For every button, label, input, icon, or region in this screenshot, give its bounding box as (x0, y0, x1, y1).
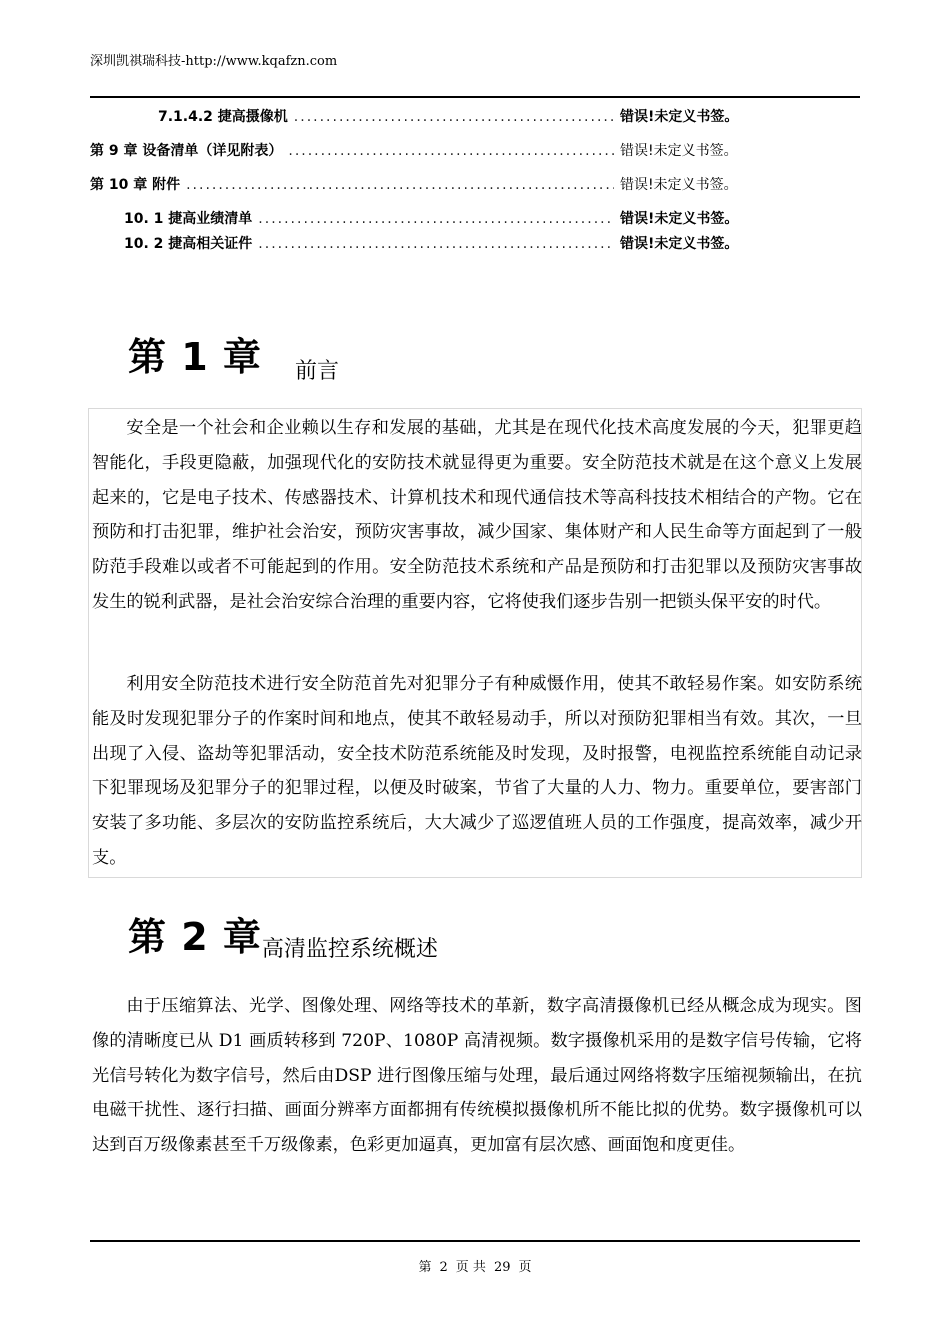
chapter-title: 前言 (295, 359, 340, 384)
chapter-1-heading (128, 326, 340, 384)
toc-page: 错误!未定义书签。 (620, 211, 739, 227)
chapter-1-paragraph-2: 利用安全防范技术进行安全防范首先对犯罪分子有种威慑作用，使其不敢轻易作案。如安防系统能及时发现犯罪分子的作案时间和地点，使其不敢轻易动手，所以对预防犯罪相当有效。其次，一旦出现了入侵、盗劫等犯罪活动，安全技术防范系统能及时发现，及时报警，电视监控系统能自动记录下犯罪现场及犯罪分子的犯罪过程，以便及时破案，节省了大量的人力、物力。重要单位，要害部门安装了多功能、多层次的安防监控系统后，大大减少了巡逻值班人员的工作强度，提高效率，减少开支。 (92, 674, 862, 868)
toc-entry-chapter-10[interactable] (90, 174, 770, 194)
toc-page: 错误!未定义书签。 (620, 109, 739, 125)
page-prefix: 第 (418, 1260, 432, 1275)
chapter-number: 第 2 章 (128, 915, 262, 959)
toc-entry-10-2[interactable] (90, 233, 770, 253)
toc-leader (258, 236, 614, 252)
toc-leader (186, 177, 614, 193)
toc-title: 第 9 章 设备清单（详见附表） (90, 143, 283, 159)
toc-entry-10-1[interactable] (90, 208, 770, 228)
header-divider (90, 96, 860, 98)
toc-page: 错误!未定义书签。 (620, 236, 739, 252)
chapter-2-paragraph-1: 由于压缩算法、光学、图像处理、网络等技术的革新，数字高清摄像机已经从概念成为现实。图像的清晰度已从 D1 画质转移到 720P、1080P 高清视频。数字摄像机采用的是数字信号传输，它将光信号转化为数字信号，然后由DSP 进行图像压缩与处理，最后通过网络将数字压缩视频输出，在抗电磁干扰性、逐行扫描、画面分辨率方面都拥有传统模拟摄像机所不能比拟的优势。数字摄像机可以达到百万级像素甚至千万级像素，色彩更加逼真，更加富有层次感、画面饱和度更佳。 (92, 996, 862, 1156)
toc-title: 10. 1 捷高业绩清单 (124, 211, 253, 227)
chapter-number: 第 1 章 (128, 335, 262, 379)
toc-page: 错误!未定义书签。 (620, 143, 738, 159)
chapter-2-heading (128, 906, 438, 961)
header-site: 深圳凯祺瑞科技-http://www.kqafzn.com (90, 54, 338, 69)
chapter-title: 高清监控系统概述 (261, 937, 438, 962)
toc-leader (288, 143, 614, 159)
chapter-1-paragraph-1: 安全是一个社会和企业赖以生存和发展的基础，尤其是在现代化技术高度发展的今天，犯罪更趋智能化，手段更隐蔽，加强现代化的安防技术就显得更为重要。安全防范技术就是在这个意义上发展起来的，它是电子技术、传感器技术、计算机技术和现代通信技术等高科技技术相结合的产物。它在预防和打击犯罪，维护社会治安，预防灾害事故，减少国家、集体财产和人民生命等方面起到了一般防范手段难以或者不可能起到的作用。安全防范技术系统和产品是预防和打击犯罪以及预防灾害事故发生的锐利武器，是社会治安综合治理的重要内容，它将使我们逐步告别一把锁头保平安的时代。 (92, 418, 862, 612)
page-total: 29 (493, 1260, 511, 1275)
footer-divider (90, 1240, 860, 1242)
toc-title: 10. 2 捷高相关证件 (124, 236, 253, 252)
toc-title: 第 10 章 附件 (90, 177, 181, 193)
page-number (0, 1256, 950, 1275)
page-current: 2 (439, 1260, 448, 1275)
page-mid: 页 共 (455, 1260, 486, 1275)
toc-title: 7.1.4.2 捷高摄像机 (158, 109, 288, 125)
toc-entry-chapter-9[interactable] (90, 140, 770, 160)
toc-leader (294, 109, 614, 125)
toc-entry-7-1-4-2[interactable] (90, 106, 770, 126)
toc-leader (258, 211, 614, 227)
toc-page: 错误!未定义书签。 (620, 177, 738, 193)
page-suffix: 页 (518, 1260, 532, 1275)
